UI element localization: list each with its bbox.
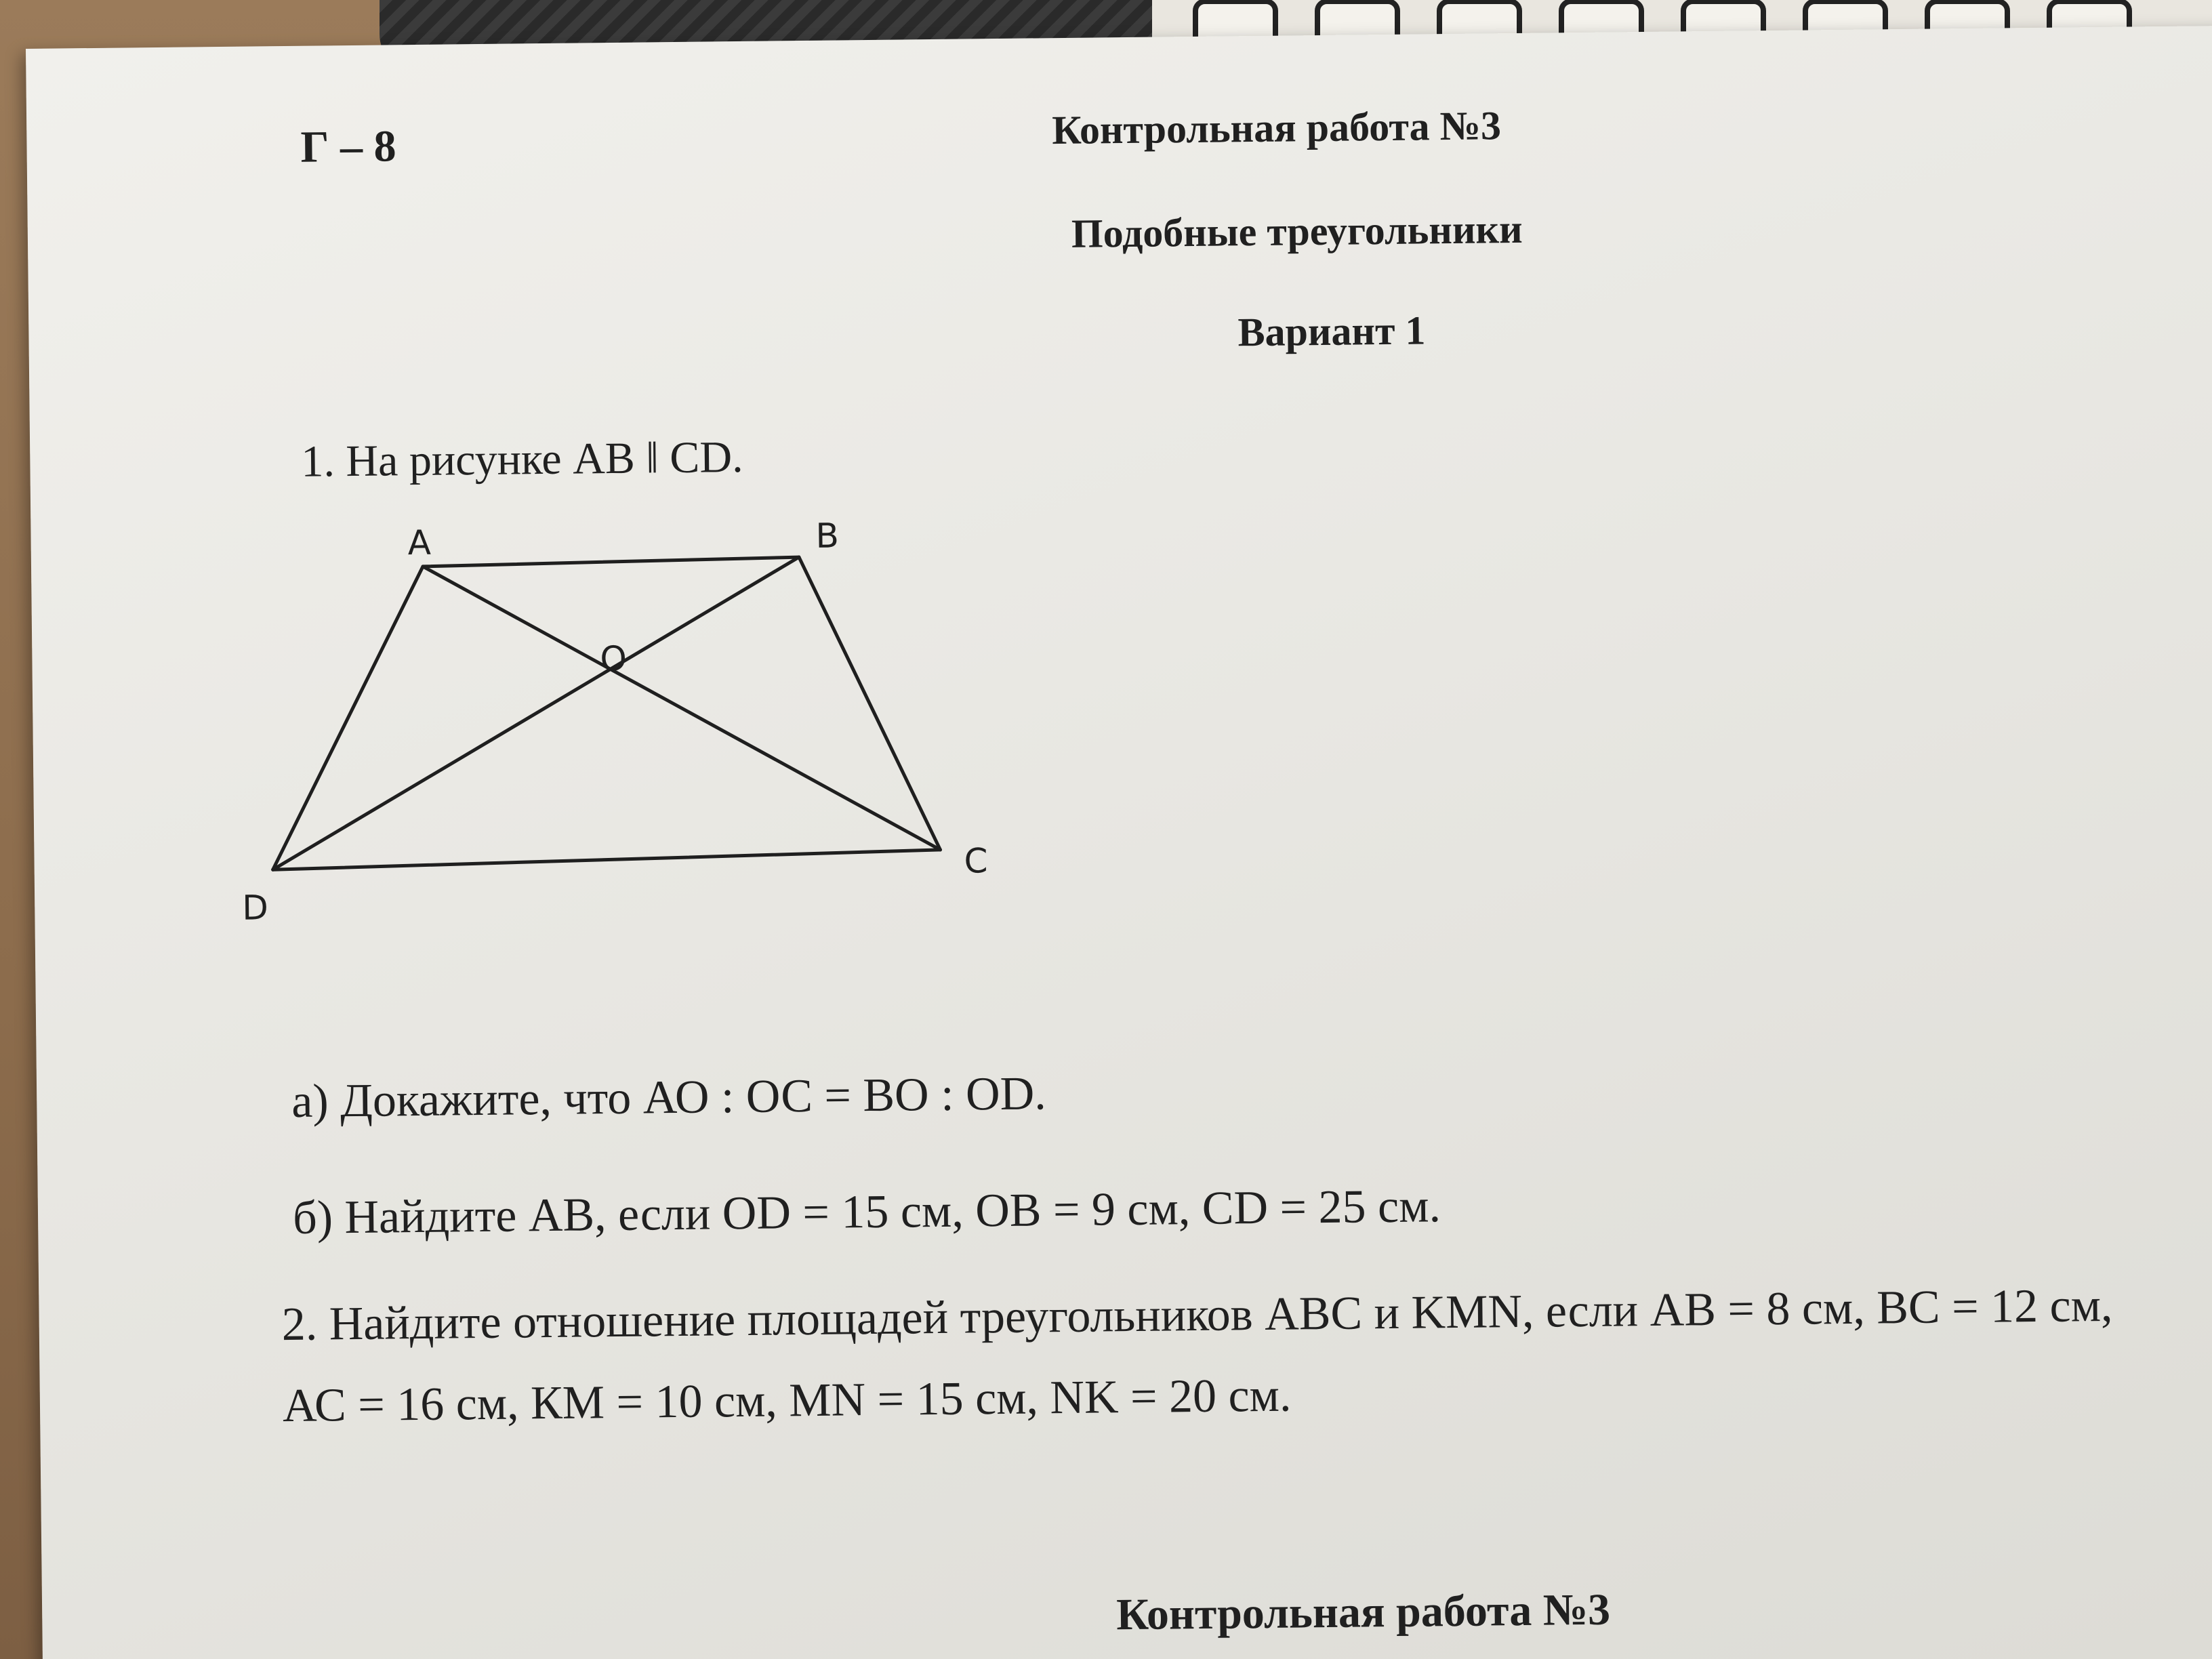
task-2-line-2: АС = 16 см, КМ = 10 см, MN = 15 см, NK = 20 см. [282,1369,1292,1433]
test-title: Контрольная работа №3 [1051,103,1502,153]
grade-code: Г – 8 [300,121,396,172]
label-d: D [241,888,269,928]
label-b: B [815,516,840,556]
segment-ab [423,557,799,567]
task-1-part-b: б) Найдите АВ, если OD = 15 см, OB = 9 см, CD = 25 см. [292,1180,1441,1244]
label-o: O [600,638,628,679]
task-2-line-1: 2. Найдите отношение площадей треугольников АВС и KMN, если АВ = 8 см, ВС = 12 см, [281,1279,2113,1351]
label-c: C [964,841,988,881]
segment-cd [273,850,941,869]
task-1-statement: 1. На рисунке AB ‖ CD. [301,432,743,487]
next-page-title: Контрольная работа №3 [1115,1584,1611,1640]
diagonal-ac [423,561,940,855]
label-a: A [407,523,432,563]
test-topic: Подобные треугольники [1071,206,1523,256]
segment-bc [799,556,941,851]
task-1-part-a: а) Докажите, что АО : ОС = ВО : OD. [291,1067,1047,1128]
variant-label: Вариант 1 [1237,308,1426,355]
worksheet-paper [26,25,2212,1659]
